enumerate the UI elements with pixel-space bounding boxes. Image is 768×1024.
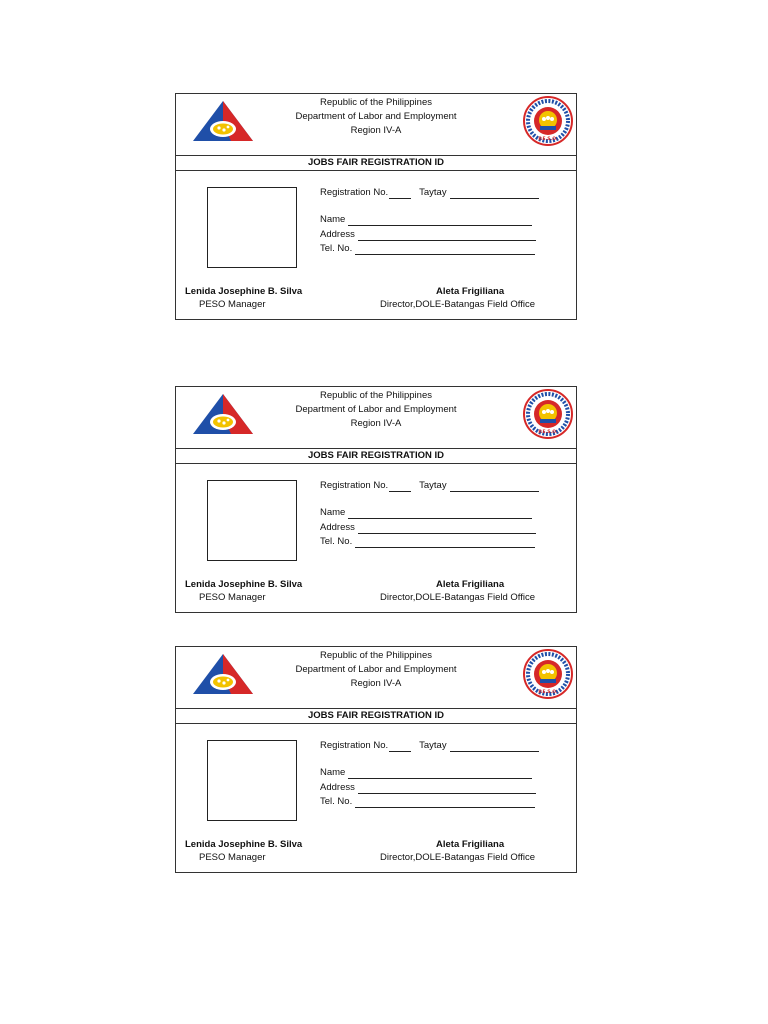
location-blank[interactable]: [450, 189, 539, 199]
peso-seal-icon: [523, 649, 573, 699]
name-blank[interactable]: [348, 509, 532, 519]
address-field[interactable]: [320, 522, 536, 534]
name-field[interactable]: [320, 507, 532, 519]
header-line-department: Department of Labor and Employment: [295, 111, 457, 122]
svg-text:P.E.S.O.: P.E.S.O.: [538, 690, 558, 695]
registration-id-card-2: [175, 386, 577, 613]
peso-seal-icon: [523, 389, 573, 439]
photo-placeholder[interactable]: [207, 480, 297, 561]
name-label: Name: [320, 214, 346, 225]
tel-field[interactable]: [320, 536, 535, 548]
right-signatory-name: Aleta Frigiliana: [436, 579, 505, 590]
right-signatory-title: Director,DOLE-Batangas Field Office: [380, 852, 536, 863]
left-signatory-title: PESO Manager: [199, 299, 266, 310]
address-label: Address: [320, 522, 355, 533]
tel-field[interactable]: [320, 243, 535, 255]
tel-blank[interactable]: [355, 538, 535, 548]
tel-blank[interactable]: [355, 798, 535, 808]
registration-no-label: Registration No.: [320, 740, 389, 751]
card-title: JOBS FAIR REGISTRATION ID: [176, 709, 576, 724]
address-blank[interactable]: [358, 524, 536, 534]
photo-placeholder[interactable]: [207, 187, 297, 268]
location-label: Taytay: [419, 480, 447, 491]
svg-text:P.E.S.O.: P.E.S.O.: [538, 430, 558, 435]
registration-no-label: Registration No.: [320, 187, 389, 198]
address-label: Address: [320, 782, 355, 793]
header-line-region: Region IV-A: [350, 418, 402, 429]
registration-no-label: Registration No.: [320, 480, 389, 491]
registration-no-blank[interactable]: [389, 742, 411, 752]
peso-seal-icon: [523, 96, 573, 146]
location-label: Taytay: [419, 740, 447, 751]
registration-id-card-3: [175, 646, 577, 873]
svg-text:P.E.S.O.: P.E.S.O.: [538, 137, 558, 142]
tel-field[interactable]: [320, 796, 535, 808]
dole-logo-icon: [191, 652, 255, 697]
header-line-department: Department of Labor and Employment: [295, 404, 457, 415]
tel-label: Tel. No.: [320, 536, 353, 547]
address-field[interactable]: [320, 229, 536, 241]
header-text-block: [266, 389, 486, 431]
location-blank[interactable]: [450, 482, 539, 492]
left-signatory-title: PESO Manager: [199, 592, 266, 603]
right-signatory-name: Aleta Frigiliana: [436, 286, 505, 297]
address-field[interactable]: [320, 782, 536, 794]
address-label: Address: [320, 229, 355, 240]
name-blank[interactable]: [348, 216, 532, 226]
card-header: [176, 94, 576, 156]
header-line-region: Region IV-A: [350, 678, 402, 689]
name-field[interactable]: [320, 767, 532, 779]
header-line-department: Department of Labor and Employment: [295, 664, 457, 675]
card-title: JOBS FAIR REGISTRATION ID: [176, 449, 576, 464]
right-signatory-title: Director,DOLE-Batangas Field Office: [380, 299, 536, 310]
registration-no-field[interactable]: [320, 740, 539, 752]
photo-placeholder[interactable]: [207, 740, 297, 821]
card-header: [176, 647, 576, 709]
left-signatory-name: Lenida Josephine B. Silva: [185, 839, 303, 850]
tel-label: Tel. No.: [320, 243, 353, 254]
header-line-republic: Republic of the Philippines: [320, 97, 432, 108]
dole-logo-icon: [191, 99, 255, 144]
registration-no-blank[interactable]: [389, 189, 411, 199]
location-label: Taytay: [419, 187, 447, 198]
left-signatory-name: Lenida Josephine B. Silva: [185, 579, 303, 590]
registration-no-field[interactable]: [320, 187, 539, 199]
right-signatory-name: Aleta Frigiliana: [436, 839, 505, 850]
tel-label: Tel. No.: [320, 796, 353, 807]
registration-no-blank[interactable]: [389, 482, 411, 492]
left-signatory-title: PESO Manager: [199, 852, 266, 863]
card-title: JOBS FAIR REGISTRATION ID: [176, 156, 576, 171]
tel-blank[interactable]: [355, 245, 535, 255]
card-header: [176, 387, 576, 449]
registration-no-field[interactable]: [320, 480, 539, 492]
header-line-republic: Republic of the Philippines: [320, 650, 432, 661]
registration-id-card-1: [175, 93, 577, 320]
dole-logo-icon: [191, 392, 255, 437]
header-line-region: Region IV-A: [350, 125, 402, 136]
header-text-block: [266, 96, 486, 138]
name-blank[interactable]: [348, 769, 532, 779]
header-line-republic: Republic of the Philippines: [320, 390, 432, 401]
header-text-block: [266, 649, 486, 691]
name-field[interactable]: [320, 214, 532, 226]
right-signatory-title: Director,DOLE-Batangas Field Office: [380, 592, 536, 603]
address-blank[interactable]: [358, 784, 536, 794]
left-signatory-name: Lenida Josephine B. Silva: [185, 286, 303, 297]
address-blank[interactable]: [358, 231, 536, 241]
location-blank[interactable]: [450, 742, 539, 752]
name-label: Name: [320, 507, 346, 518]
name-label: Name: [320, 767, 346, 778]
